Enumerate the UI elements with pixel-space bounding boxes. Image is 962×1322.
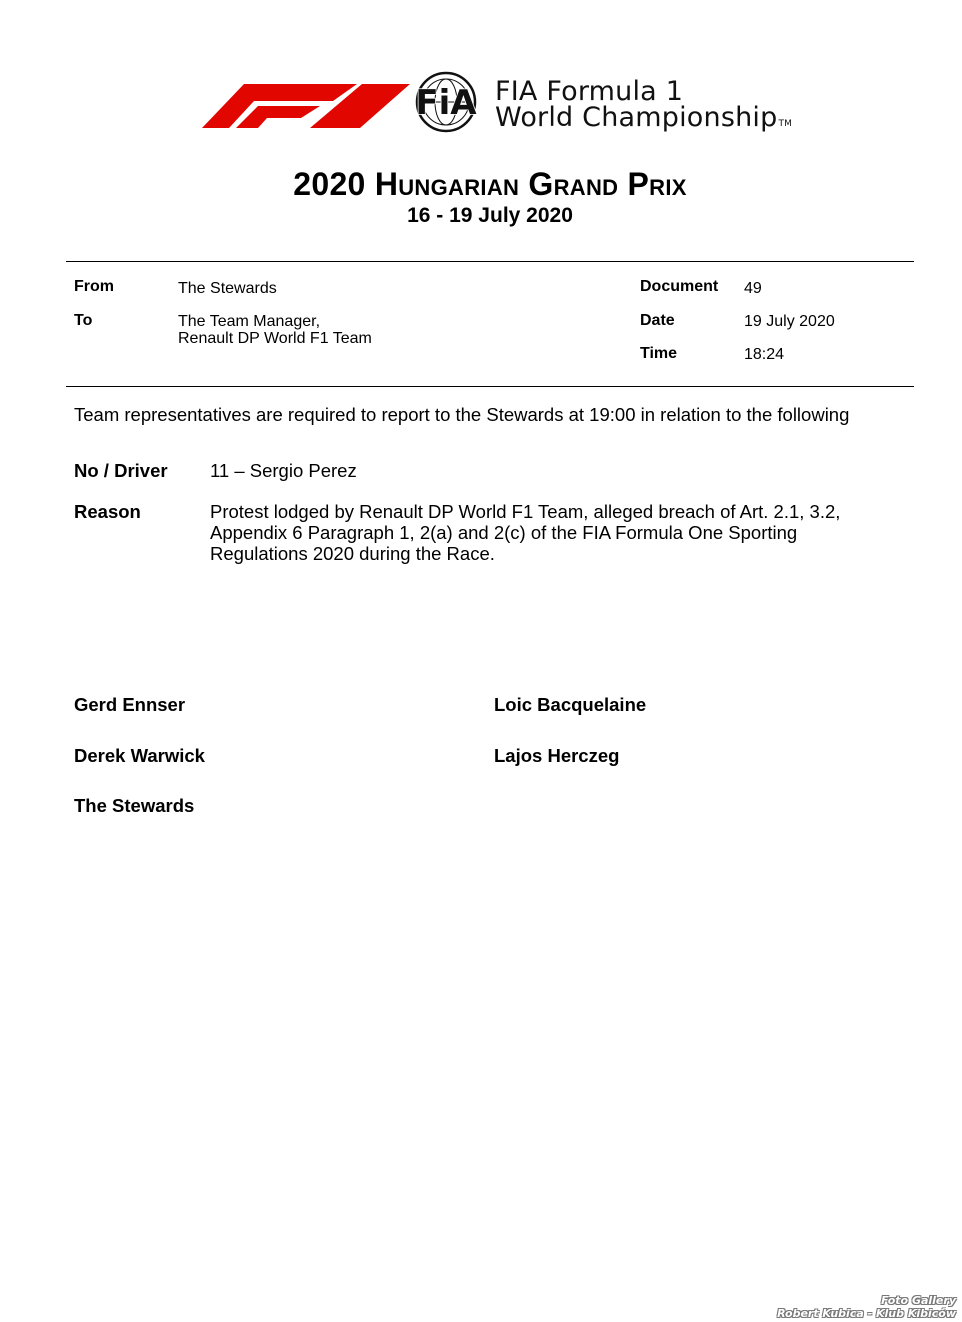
- signatory-right2: Lajos Herczeg: [494, 745, 620, 766]
- fia-emblem-text: FiA: [415, 83, 477, 123]
- date-label: Date: [640, 312, 675, 329]
- watermark-line2: Robert Kubica - Klub Kibiców: [777, 1307, 956, 1320]
- stewards-closing: The Stewards: [74, 795, 195, 816]
- to-value-line2: Renault DP World F1 Team: [178, 330, 372, 347]
- signatory-left2: Derek Warwick: [74, 745, 205, 766]
- brand-line2-text: World Championship: [495, 102, 778, 133]
- watermark-line1: Foto Gallery: [881, 1294, 956, 1307]
- divider-top: [66, 261, 914, 262]
- f1-logo-icon: [202, 74, 412, 144]
- reason-line3: Regulations 2020 during the Race.: [210, 543, 495, 564]
- signatory-right1: Loic Bacquelaine: [494, 694, 647, 715]
- from-label: From: [74, 278, 114, 295]
- trademark: TM: [778, 119, 793, 129]
- from-value: The Stewards: [178, 280, 277, 297]
- intro-text: Team representatives are required to report to the Stewards at 19:00 in relation to the following: [74, 404, 850, 425]
- brand-line2: [495, 102, 792, 133]
- f1-fia-logo: [200, 60, 800, 150]
- watermark: [777, 1294, 956, 1320]
- event-title: 2020 Hungarian Grand Prix: [293, 166, 687, 202]
- brand-line1: FIA Formula 1: [495, 76, 684, 107]
- driver-label: No / Driver: [74, 460, 168, 481]
- reason-line2: Appendix 6 Paragraph 1, 2(a) and 2(c) of the FIA Formula One Sporting: [210, 522, 798, 543]
- date-value: 19 July 2020: [744, 313, 835, 330]
- fia-emblem-icon: [403, 71, 489, 133]
- divider-bottom: [66, 386, 914, 387]
- document-value: 49: [744, 280, 762, 297]
- time-value: 18:24: [744, 346, 785, 363]
- reason-line1: Protest lodged by Renault DP World F1 Team, alleged breach of Art. 2.1, 3.2,: [210, 501, 841, 522]
- signatory-left1: Gerd Ennser: [74, 694, 186, 715]
- to-value-line1: The Team Manager,: [178, 313, 321, 330]
- reason-value: [210, 501, 840, 564]
- driver-value: 11 – Sergio Perez: [210, 460, 357, 481]
- time-label: Time: [640, 345, 678, 362]
- document-label: Document: [640, 278, 719, 295]
- to-label: To: [74, 312, 93, 329]
- event-dates: 16 - 19 July 2020: [407, 204, 573, 227]
- reason-label: Reason: [74, 501, 141, 522]
